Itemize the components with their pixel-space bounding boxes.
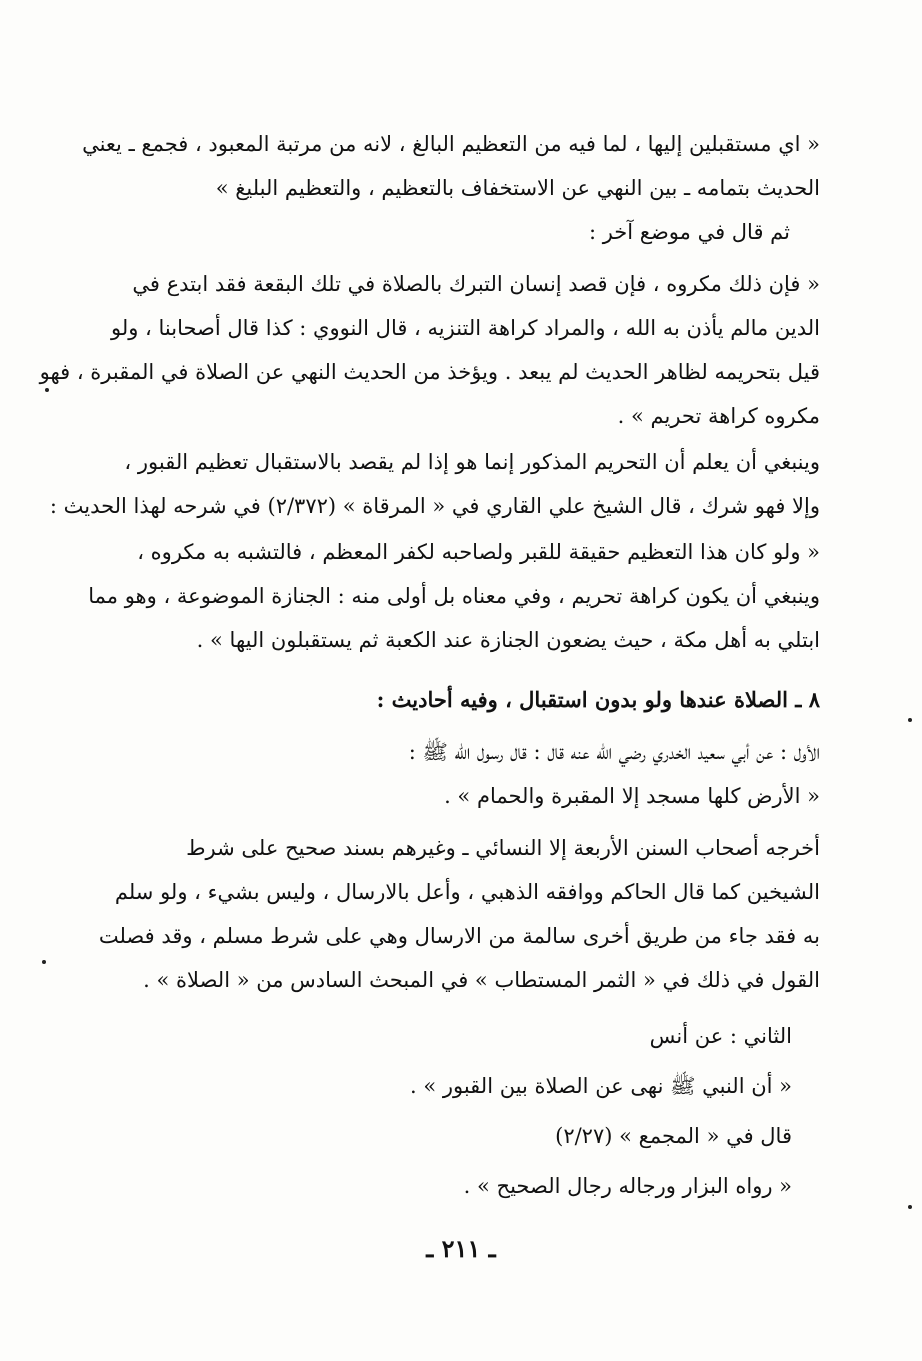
quote-paragraph-1 bbox=[82, 122, 820, 210]
text-line: ثم قال في موضع آخر : bbox=[588, 220, 790, 244]
page-number: ـ ٢١١ ـ bbox=[426, 1234, 496, 1263]
text-line: أخرجه أصحاب السنن الأربعة إلا النسائي ـ وغيرهم بسند صحيح على شرط bbox=[186, 836, 820, 860]
text-line: « الأرض كلها مسجد إلا المقبرة والحمام » . bbox=[444, 784, 820, 808]
text-line: الدين مالم يأذن به الله ، والمراد كراهة التنزيه ، قال النووي : كذا قال أصحابنا ، ولو bbox=[110, 316, 820, 340]
text-line: مكروه كراهة تحريم » . bbox=[617, 404, 820, 428]
text-line: قال في « المجمع » (٢/٢٧) bbox=[555, 1124, 792, 1148]
text-line: « أن النبي ﷺ نهى عن الصلاة بين القبور » . bbox=[409, 1074, 792, 1098]
quote-paragraph-2 bbox=[39, 262, 820, 438]
body-paragraph-1 bbox=[49, 440, 820, 528]
scan-speck bbox=[42, 960, 46, 964]
text-line: وينبغي أن يعلم أن التحريم المذكور إنما هو إذا لم يقصد بالاستقبال تعظيم القبور ، bbox=[124, 450, 820, 474]
text-line: الأول : عن أبي سعيد الخدري رضي الله عنه قال : قال رسول الله ﷺ : bbox=[408, 740, 820, 764]
text-line: « رواه البزار ورجاله رجال الصحيح » . bbox=[463, 1174, 792, 1198]
text-line: « فإن ذلك مكروه ، فإن قصد إنسان التبرك بالصلاة في تلك البقعة فقد ابتدع في bbox=[132, 272, 820, 296]
section-heading bbox=[100, 678, 820, 722]
scan-speck bbox=[908, 1205, 912, 1209]
scan-speck bbox=[45, 388, 49, 392]
text-line: قيل بتحريمه لظاهر الحديث لم يبعد . ويؤخذ من الحديث النهي عن الصلاة في المقبرة ، فهو bbox=[39, 360, 820, 384]
intro-line bbox=[100, 210, 790, 254]
text-line: وإلا فهو شرك ، قال الشيخ علي القاري في « المرقاة » (٢/٣٧٢) في شرحه لهذا الحديث : bbox=[49, 494, 820, 518]
quote-paragraph-3 bbox=[88, 530, 820, 662]
text-line: الشيخين كما قال الحاكم ووافقه الذهبي ، وأعل بالارسال ، وليس بشيء ، ولو سلم bbox=[114, 880, 820, 904]
hadith-2 bbox=[102, 1014, 792, 1208]
text-line: القول في ذلك في « الثمر المستطاب » في المبحث السادس من « الصلاة » . bbox=[143, 968, 820, 992]
text-line: به فقد جاء من طريق أخرى سالمة من الارسال وهي على شرط مسلم ، وقد فصلت bbox=[98, 924, 820, 948]
text-line: الحديث بتمامه ـ بين النهي عن الاستخفاف بالتعظيم ، والتعظيم البليغ » bbox=[215, 176, 820, 200]
scan-speck bbox=[908, 718, 912, 722]
text-line: ابتلي به أهل مكة ، حيث يضعون الجنازة عند الكعبة ثم يستقبلون اليها » . bbox=[196, 628, 820, 652]
hadith-1 bbox=[130, 730, 820, 818]
text-line: « ولو كان هذا التعظيم حقيقة للقبر ولصاحبه لكفر المعظم ، فالتشبه به مكروه ، bbox=[137, 540, 820, 564]
text-line: « اي مستقبلين إليها ، لما فيه من التعظيم البالغ ، لانه من مرتبة المعبود ، فجمع ـ يعني bbox=[82, 132, 820, 156]
body-paragraph-2 bbox=[100, 826, 820, 1002]
text-line: وينبغي أن يكون كراهة تحريم ، وفي معناه بل أولى منه : الجنازة الموضوعة ، وهو مما bbox=[88, 584, 820, 608]
heading-text: ٨ ـ الصلاة عندها ولو بدون استقبال ، وفيه أحاديث : bbox=[376, 687, 820, 712]
text-line: الثاني : عن أنس bbox=[649, 1024, 792, 1048]
